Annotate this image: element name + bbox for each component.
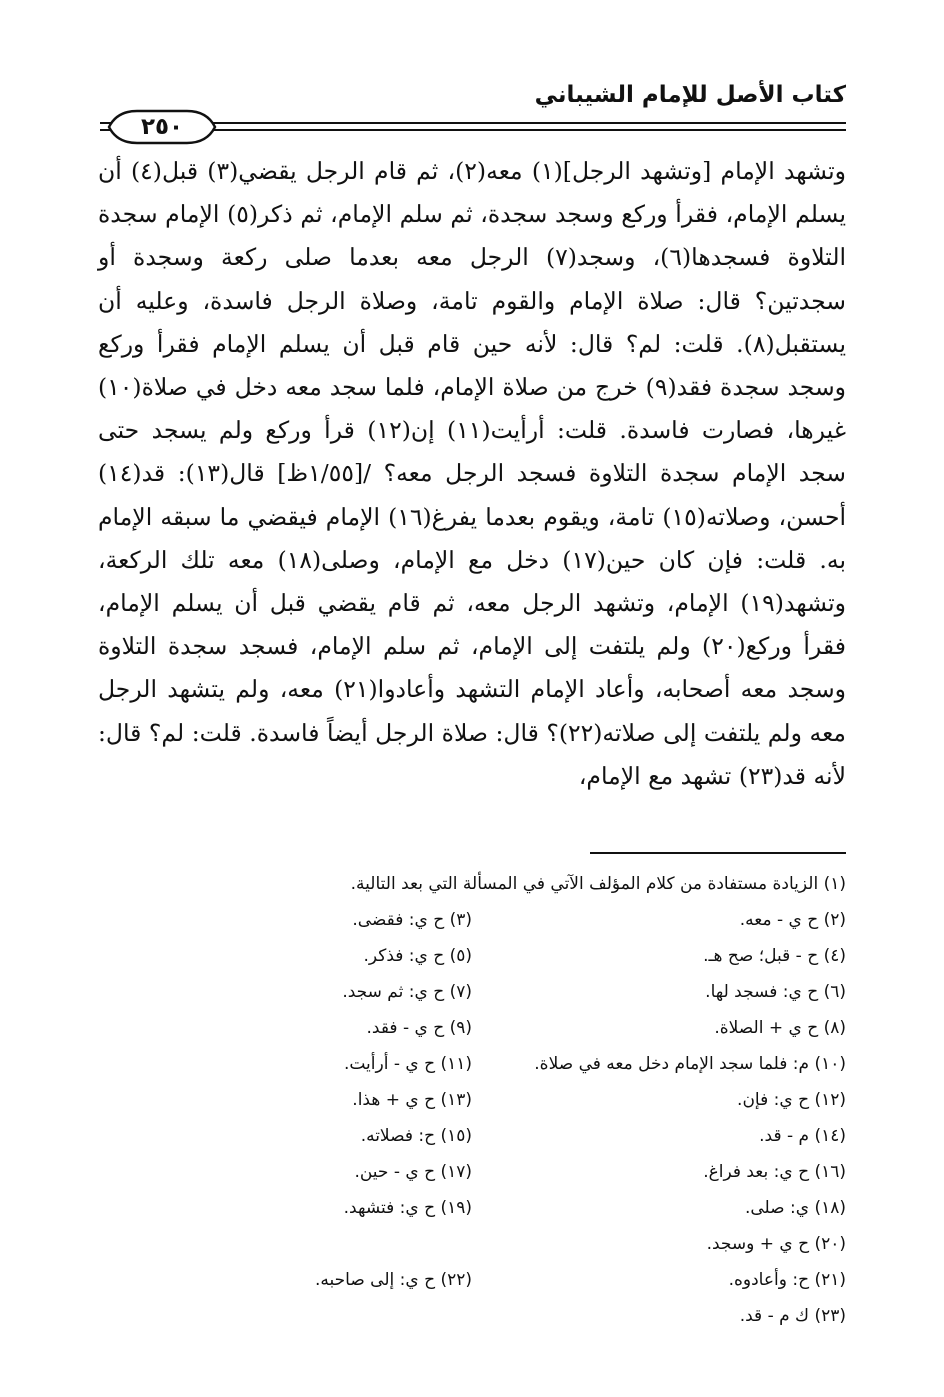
page-number: ٢٥٠: [140, 114, 184, 140]
footnote-row: [98, 1298, 846, 1334]
footnote-empty: [98, 1226, 472, 1262]
footnote-row: [98, 938, 846, 974]
footnote-4: (٤) ح - قبل؛ صح هـ.: [703, 946, 846, 966]
footnote-2: (٢) ح ي - معه.: [739, 910, 846, 930]
footnote-19: (١٩) ح ي: فتشهد.: [343, 1198, 472, 1218]
footnote-separator: [590, 852, 846, 854]
main-paragraph: وتشهد الإمام [وتشهد الرجل](١) معه(٢)، ثم قام الرجل يقضي(٣) قبل(٤) أن يسلم الإمام، فقرأ وركع وسجد سجدة، ثم سلم الإمام، ثم ذكر(٥) الإمام سجدة التلاوة فسجدها(٦)، وسجد(٧) الرجل معه بعدما صلى ركعة وسجدة أو سجدتين؟ قال: صلاة الإمام والقوم تامة، وصلاة الرجل فاسدة، وعليه أن يستقبل(٨). قلت: لم؟ قال: لأنه حين قام قبل أن يسلم الإمام فقرأ وركع وسجد سجدة فقد(٩) خرج من صلاة الإمام، فلما سجد معه دخل في صلاة(١٠) غيرها، فصارت فاسدة. قلت: أرأيت(١١) إن(١٢) قرأ وركع ولم يسجد حتى سجد الإمام سجدة التلاوة فسجد الرجل معه؟ /[١/٥٥ظ] قال(١٣): قد(١٤) أحسن، وصلاته(١٥) تامة، ويقوم بعدما يفرغ(١٦) الإمام فيقضي ما سبقه الإمام به. قلت: فإن كان حين(١٧) دخل مع الإمام، وصلى(١٨) معه تلك الركعة، وتشهد(١٩) الإمام، وتشهد الرجل معه، ثم قام يقضي قبل أن يسلم الإمام، فقرأ وركع(٢٠) ولم يلتفت إلى الإمام، ثم سلم الإمام، فسجد سجدة التلاوة وسجد معه أصحابه، وأعاد الإمام التشهد وأعادوا(٢١) معه، ولم يتشهد الرجل معه ولم يلتفت إلى صلاته(٢٢)؟ قال: صلاة الرجل أيضاً فاسدة. قلت: لم؟ قال: لأنه قد(٢٣) تشهد مع الإمام،: [98, 157, 847, 790]
footnote-row: [98, 1226, 846, 1262]
footnote-14: (١٤) م - قد.: [759, 1126, 846, 1146]
footnote-11: (١١) ح ي - أرأيت.: [343, 1054, 472, 1074]
footnote-12: (١٢) ح ي: فإن.: [737, 1090, 846, 1110]
footnote-15: (١٥) ح: فصلاته.: [360, 1126, 472, 1146]
footnote-row: [98, 1262, 846, 1298]
footnote-row: [98, 1046, 846, 1082]
footnotes: [98, 866, 846, 1334]
footnote-13: (١٣) ح ي + هذا.: [352, 1090, 472, 1110]
footnote-row: [98, 902, 846, 938]
footnote-10: (١٠) م: فلما سجد الإمام دخل معه في صلاة.: [534, 1054, 846, 1074]
footnote-row: [98, 1010, 846, 1046]
footnote-22: (٢٢) ح ي: إلى صاحبه.: [314, 1270, 472, 1290]
footnote-1: (١) الزيادة مستفادة من كلام المؤلف الآتي في المسألة التي بعد التالية.: [350, 874, 846, 894]
footnote-18: (١٨) ي: صلى.: [744, 1198, 846, 1218]
footnote-row: [98, 1190, 846, 1226]
running-title: كتاب الأصل للإمام الشيباني: [534, 82, 846, 108]
footnote-5: (٥) ح ي: فذكر.: [363, 946, 472, 966]
footnote-16: (١٦) ح ي: بعد فراغ.: [703, 1162, 846, 1182]
main-text: [98, 150, 846, 798]
footnote-23: (٢٣) ك م - قد.: [739, 1306, 846, 1326]
footnote-17: (١٧) ح ي - حين.: [354, 1162, 472, 1182]
footnote-20: (٢٠) ح ي + وسجد.: [706, 1234, 846, 1254]
footnote-7: (٧) ح ي: ثم سجد.: [342, 982, 472, 1002]
footnote-3: (٣) ح ي: فقضى.: [352, 910, 472, 930]
footnote-row: [98, 1154, 846, 1190]
footnote-6: (٦) ح ي: فسجد لها.: [705, 982, 846, 1002]
footnote-9: (٩) ح ي - فقد.: [366, 1018, 472, 1038]
footnote-row: [98, 974, 846, 1010]
footnote-21: (٢١) ح: وأعادوه.: [728, 1270, 846, 1290]
footnote-row: [98, 1082, 846, 1118]
footnote-row: [98, 1118, 846, 1154]
footnote-8: (٨) ح ي + الصلاة.: [714, 1018, 846, 1038]
page-number-badge: [107, 108, 217, 146]
